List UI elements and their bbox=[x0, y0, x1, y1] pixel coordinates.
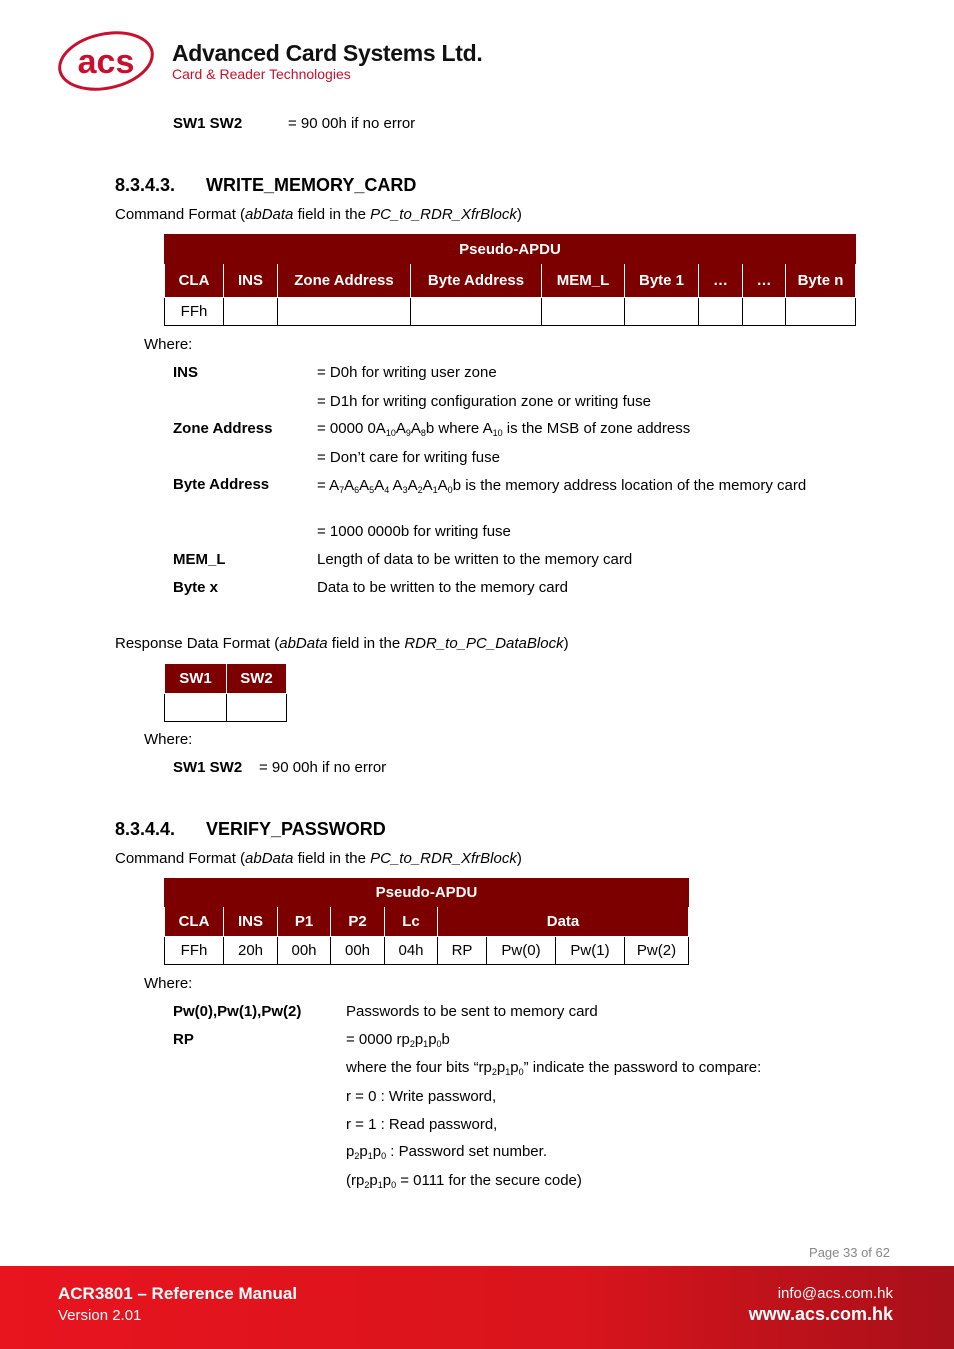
def-ins-label: INS bbox=[173, 364, 199, 381]
table-cell: 20h bbox=[224, 937, 278, 965]
command-format-line: Command Format (abData field in the PC_to_RDR_XfrBlock) bbox=[115, 206, 522, 223]
col-sw2: SW2 bbox=[227, 664, 287, 694]
section-heading-verify-password bbox=[115, 819, 386, 840]
section-heading-write-memory-card bbox=[115, 175, 416, 196]
table-row bbox=[165, 298, 856, 326]
col-ins: INS bbox=[224, 907, 278, 937]
section-number: 8.3.4.4. bbox=[115, 819, 176, 839]
company-tagline: Card & Reader Technologies bbox=[172, 66, 351, 82]
def-rp-3: r = 0 : Write password, bbox=[346, 1088, 497, 1105]
table-cell: 00h bbox=[331, 937, 385, 965]
logo-text: acs bbox=[77, 43, 135, 81]
col-lc: Lc bbox=[385, 907, 438, 937]
command-format-line-2: Command Format (abData field in the PC_to_RDR_XfrBlock) bbox=[115, 850, 522, 867]
sw-value: = 90 00h if no error bbox=[259, 759, 387, 776]
table-cell bbox=[165, 694, 227, 722]
col-byte-n: Byte n bbox=[786, 264, 856, 298]
def-rp-1: = 0000 $rp_2p_1p_0b$ bbox=[346, 1031, 450, 1049]
def-bytex-val: Data to be written to the memory card bbox=[317, 579, 568, 596]
col-ellipsis-2: … bbox=[743, 264, 786, 298]
section-number: 8.3.4.3. bbox=[115, 175, 176, 195]
section-title: WRITE_MEMORY_CARD bbox=[206, 175, 417, 195]
table-cell bbox=[411, 298, 542, 326]
footer-email[interactable]: info@acs.com.hk bbox=[777, 1285, 893, 1302]
def-ins-1: = D0h for writing user zone bbox=[317, 364, 497, 381]
def-byte-label: Byte Address bbox=[173, 476, 270, 493]
verify-password-apdu-table bbox=[164, 878, 689, 965]
page-number: Page 33 of 62 bbox=[809, 1245, 890, 1260]
def-byte-2: = 1000 0000b for writing fuse bbox=[317, 523, 511, 540]
def-meml-label: MEM_L bbox=[173, 551, 226, 568]
table-row bbox=[165, 937, 689, 965]
def-ins-2: = D1h for writing configuration zone or writing fuse bbox=[317, 393, 651, 410]
def-meml-val: Length of data to be written to the memory card bbox=[317, 551, 633, 568]
def-byte-1: = $A_7A_6A_5A_4$ $A_3A_2A_1A_0b$ is the memory address location of the memory card bbox=[317, 477, 807, 495]
def-rp-4: r = 1 : Read password, bbox=[346, 1116, 498, 1133]
col-p1: P1 bbox=[278, 907, 331, 937]
response-format-line: Response Data Format (abData field in the RDR_to_PC_DataBlock) bbox=[115, 635, 569, 652]
write-memory-apdu-table bbox=[164, 234, 856, 326]
table-cell bbox=[542, 298, 625, 326]
table-cell: Pw(1) bbox=[556, 937, 625, 965]
col-data: Data bbox=[438, 907, 689, 937]
table-cell bbox=[699, 298, 743, 326]
table-cell: FFh bbox=[165, 937, 224, 965]
col-ins: INS bbox=[224, 264, 278, 298]
company-name: Advanced Card Systems Ltd. bbox=[172, 40, 483, 66]
col-sw1: SW1 bbox=[165, 664, 227, 694]
col-mem-l: MEM_L bbox=[542, 264, 625, 298]
where-label: Where: bbox=[144, 336, 193, 353]
table-row bbox=[165, 694, 287, 722]
def-pw-label: Pw(0),Pw(1),Pw(2) bbox=[173, 1003, 302, 1020]
where-label-2: Where: bbox=[144, 731, 193, 748]
col-zone-address: Zone Address bbox=[278, 264, 411, 298]
table-cell: FFh bbox=[165, 298, 224, 326]
col-byte-1: Byte 1 bbox=[625, 264, 699, 298]
acs-logo-icon bbox=[56, 30, 156, 92]
footer-version: Version 2.01 bbox=[58, 1307, 142, 1324]
def-zone-1: = 0000 $0A_{10}A_9A_8b$ where $A_{10}$ is the MSB of zone address bbox=[317, 420, 691, 438]
col-byte-address: Byte Address bbox=[411, 264, 542, 298]
section-title: VERIFY_PASSWORD bbox=[206, 819, 386, 839]
where-label-3: Where: bbox=[144, 975, 193, 992]
def-rp-2: where the four bits “$rp_2p_1p_0$” indicate the password to compare: bbox=[346, 1059, 762, 1077]
table-cell: 00h bbox=[278, 937, 331, 965]
col-p2: P2 bbox=[331, 907, 385, 937]
table-title: Pseudo-APDU bbox=[165, 879, 689, 907]
sw-label-top: SW1 SW2 bbox=[173, 115, 243, 132]
def-zone-label: Zone Address bbox=[173, 420, 273, 437]
table-cell bbox=[743, 298, 786, 326]
def-zone-2: = Don’t care for writing fuse bbox=[317, 449, 500, 466]
table-cell bbox=[625, 298, 699, 326]
table-cell: RP bbox=[438, 937, 487, 965]
table-cell: Pw(2) bbox=[625, 937, 689, 965]
def-pw-val: Passwords to be sent to memory card bbox=[346, 1003, 598, 1020]
response-table bbox=[164, 663, 287, 722]
footer-website[interactable]: www.acs.com.hk bbox=[748, 1304, 893, 1324]
sw-label: SW1 SW2 bbox=[173, 759, 243, 776]
footer-manual-title: ACR3801 – Reference Manual bbox=[58, 1284, 298, 1303]
col-cla: CLA bbox=[165, 907, 224, 937]
table-cell: Pw(0) bbox=[487, 937, 556, 965]
def-rp-label: RP bbox=[173, 1031, 194, 1048]
table-cell bbox=[278, 298, 411, 326]
sw-value-top: = 90 00h if no error bbox=[288, 115, 416, 132]
col-cla: CLA bbox=[165, 264, 224, 298]
def-rp-5: $p_2p_1p_0$ : Password set number. bbox=[346, 1143, 547, 1161]
table-cell bbox=[786, 298, 856, 326]
table-cell: 04h bbox=[385, 937, 438, 965]
table-cell bbox=[227, 694, 287, 722]
table-cell bbox=[224, 298, 278, 326]
def-rp-6: ($rp_2p_1p_0 = 0111$ for the secure code) bbox=[346, 1172, 582, 1190]
table-title: Pseudo-APDU bbox=[165, 235, 856, 264]
col-ellipsis-1: … bbox=[699, 264, 743, 298]
def-bytex-label: Byte x bbox=[173, 579, 219, 596]
